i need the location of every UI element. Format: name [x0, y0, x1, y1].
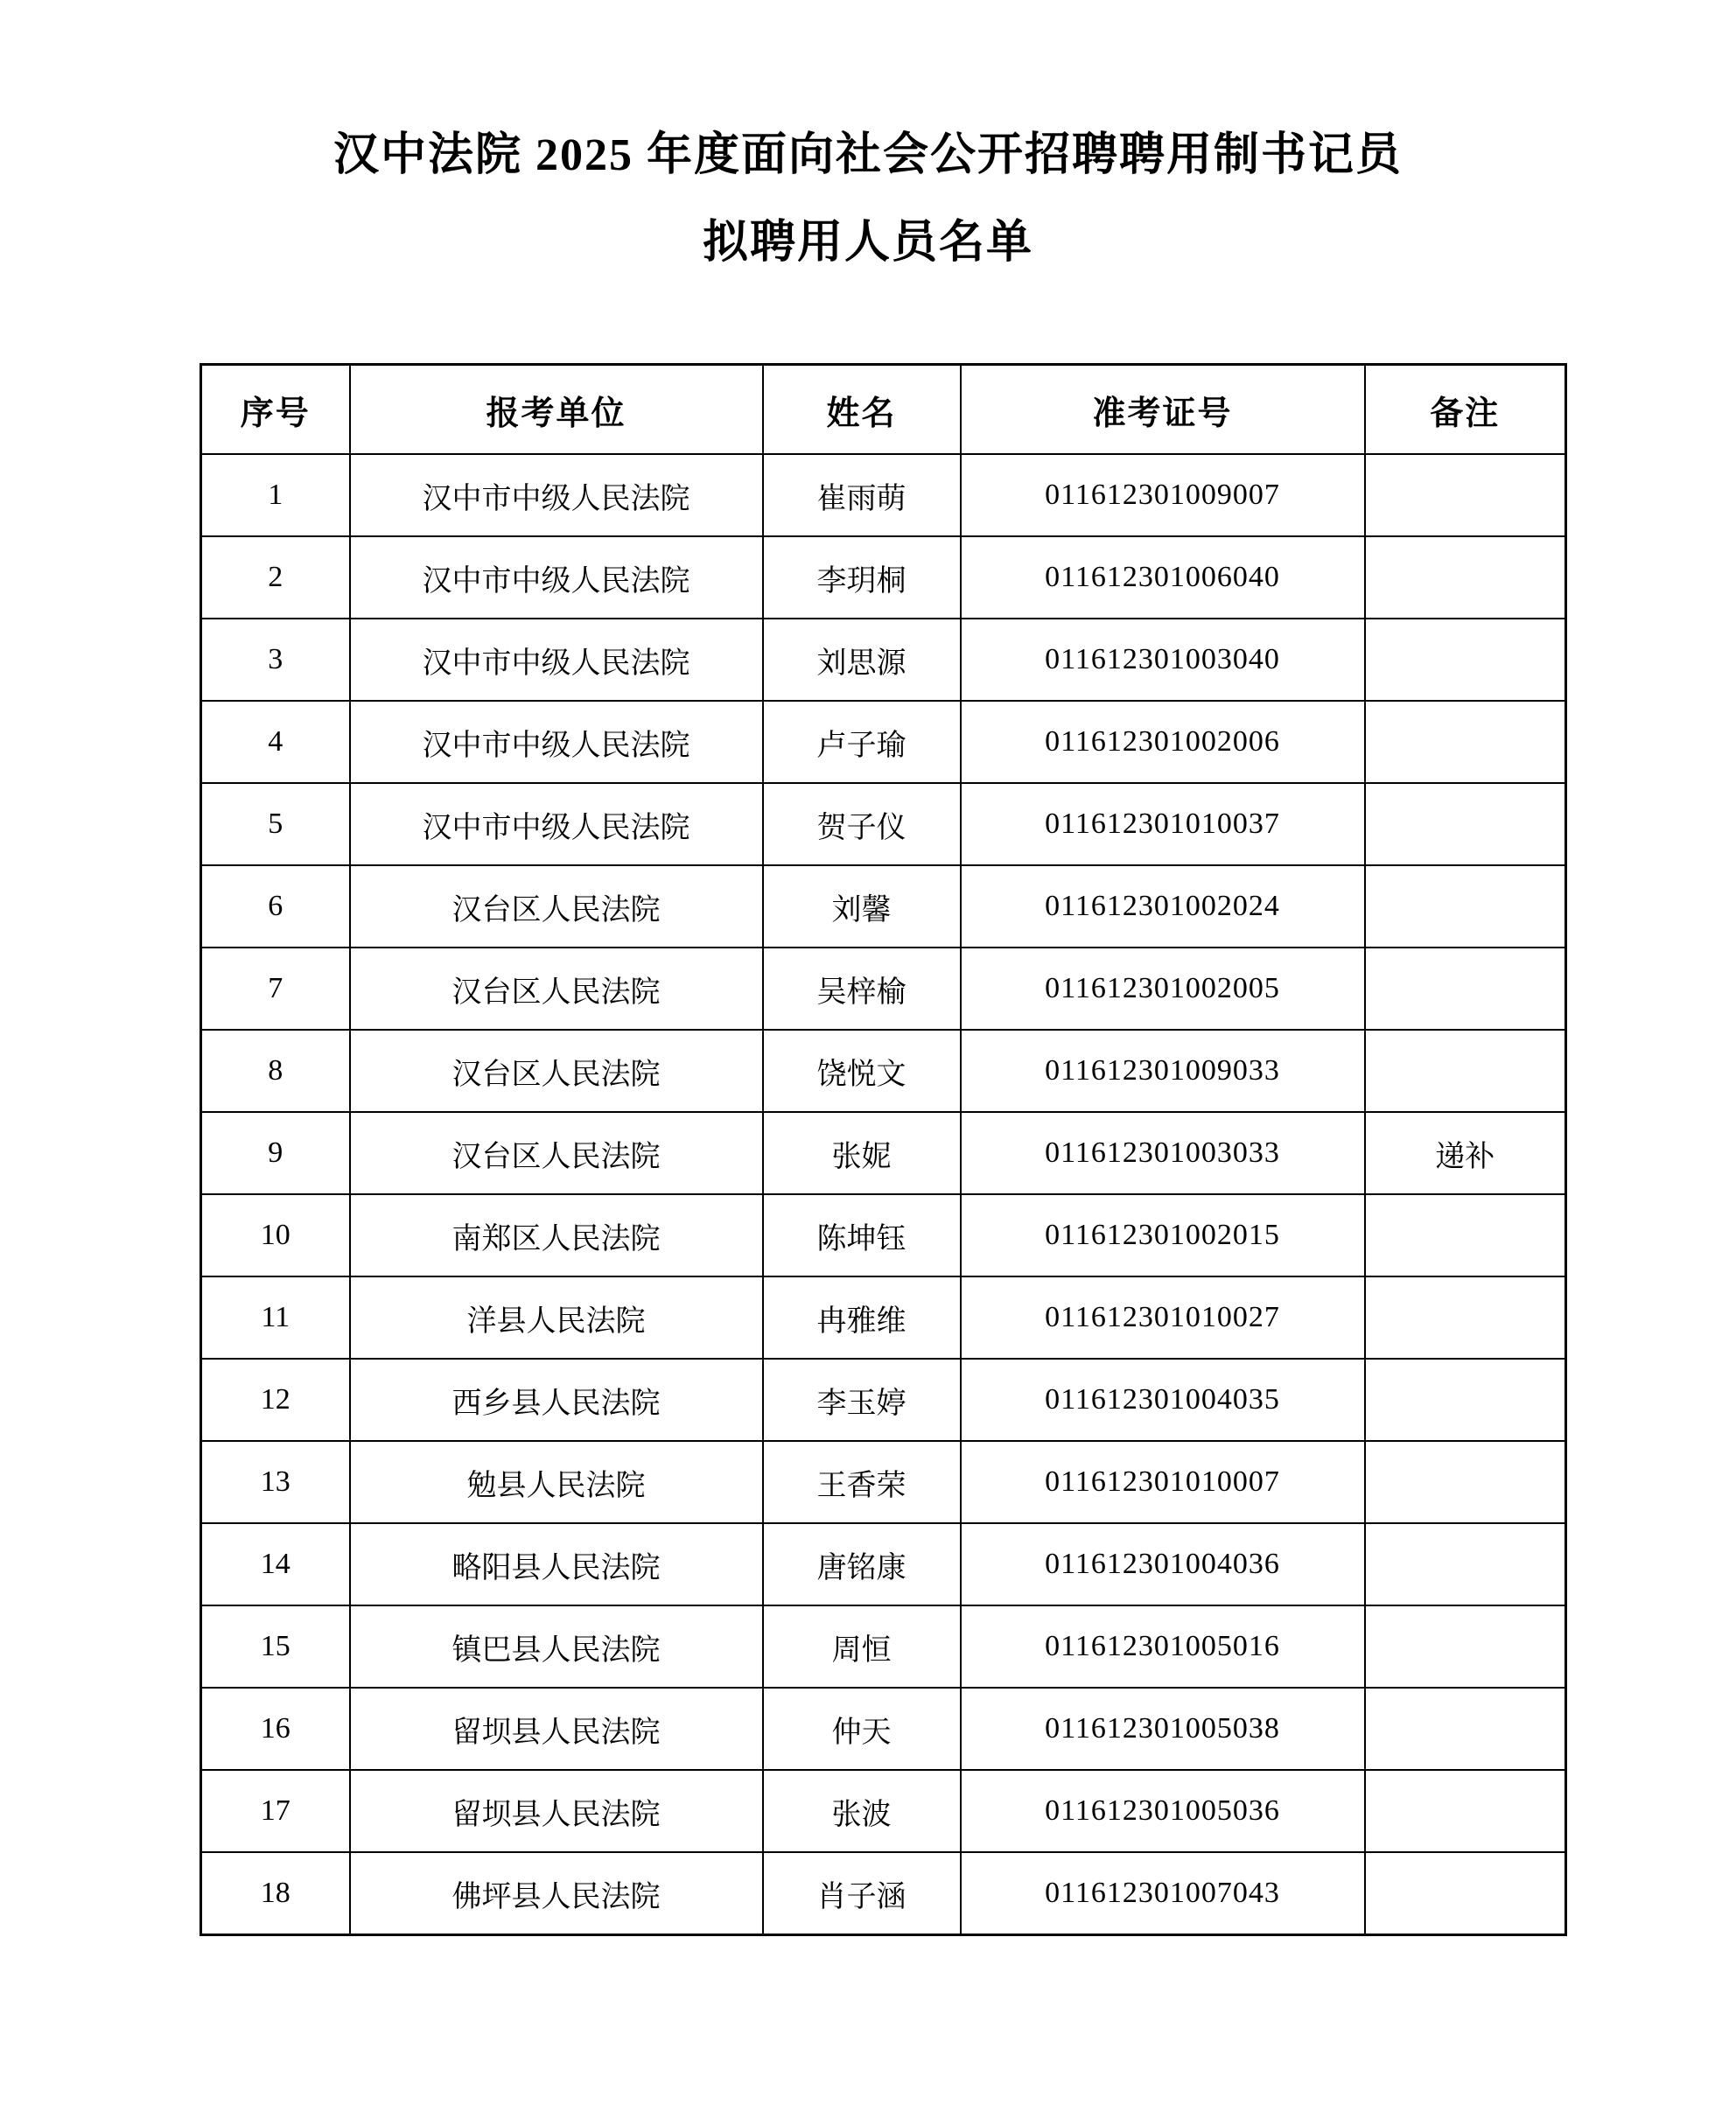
cell-ticket: 011612301007043: [961, 1852, 1365, 1935]
cell-name: 冉雅维: [763, 1276, 961, 1359]
table-body: [201, 454, 1566, 1935]
cell-ticket: 011612301005036: [961, 1770, 1365, 1852]
cell-unit: 西乡县人民法院: [350, 1359, 763, 1441]
cell-remark: [1365, 1276, 1566, 1359]
cell-ticket: 011612301003033: [961, 1112, 1365, 1194]
cell-ticket: 011612301005038: [961, 1688, 1365, 1770]
cell-name: 刘思源: [763, 619, 961, 701]
column-header-remark: 备注: [1365, 365, 1566, 455]
cell-name: 李玥桐: [763, 536, 961, 619]
cell-ticket: 011612301005016: [961, 1605, 1365, 1688]
cell-remark: [1365, 948, 1566, 1030]
cell-no: 12: [201, 1359, 350, 1441]
cell-ticket: 011612301010027: [961, 1276, 1365, 1359]
cell-name: 崔雨萌: [763, 454, 961, 536]
cell-no: 14: [201, 1523, 350, 1605]
cell-unit: 留坝县人民法院: [350, 1688, 763, 1770]
cell-ticket: 011612301004036: [961, 1523, 1365, 1605]
cell-remark: [1365, 1770, 1566, 1852]
cell-ticket: 011612301006040: [961, 536, 1365, 619]
cell-no: 15: [201, 1605, 350, 1688]
cell-name: 仲天: [763, 1688, 961, 1770]
table-row: [201, 1194, 1566, 1276]
cell-name: 李玉婷: [763, 1359, 961, 1441]
cell-remark: [1365, 1605, 1566, 1688]
cell-name: 贺子仪: [763, 783, 961, 865]
cell-unit: 镇巴县人民法院: [350, 1605, 763, 1688]
cell-remark: [1365, 865, 1566, 948]
table-row: [201, 536, 1566, 619]
cell-ticket: 011612301009033: [961, 1030, 1365, 1112]
column-header-name: 姓名: [763, 365, 961, 455]
cell-remark: [1365, 619, 1566, 701]
cell-remark: [1365, 1852, 1566, 1935]
cell-ticket: 011612301002005: [961, 948, 1365, 1030]
cell-unit: 佛坪县人民法院: [350, 1852, 763, 1935]
cell-name: 刘馨: [763, 865, 961, 948]
cell-unit: 汉中市中级人民法院: [350, 454, 763, 536]
cell-unit: 汉中市中级人民法院: [350, 783, 763, 865]
cell-no: 10: [201, 1194, 350, 1276]
cell-remark: [1365, 1441, 1566, 1523]
cell-name: 周恒: [763, 1605, 961, 1688]
cell-no: 4: [201, 701, 350, 783]
cell-unit: 汉中市中级人民法院: [350, 619, 763, 701]
cell-remark: [1365, 454, 1566, 536]
cell-remark: [1365, 1359, 1566, 1441]
cell-unit: 南郑区人民法院: [350, 1194, 763, 1276]
cell-no: 17: [201, 1770, 350, 1852]
cell-remark: [1365, 1194, 1566, 1276]
table-row: [201, 1112, 1566, 1194]
cell-name: 饶悦文: [763, 1030, 961, 1112]
cell-no: 6: [201, 865, 350, 948]
cell-no: 8: [201, 1030, 350, 1112]
cell-name: 唐铭康: [763, 1523, 961, 1605]
document-title-line2: 拟聘用人员名单: [702, 218, 1033, 268]
cell-no: 5: [201, 783, 350, 865]
cell-ticket: 011612301002015: [961, 1194, 1365, 1276]
cell-no: 1: [201, 454, 350, 536]
cell-name: 张波: [763, 1770, 961, 1852]
cell-remark: [1365, 1523, 1566, 1605]
table-row: [201, 1441, 1566, 1523]
cell-remark: [1365, 536, 1566, 619]
table-row: [201, 701, 1566, 783]
cell-ticket: 011612301003040: [961, 619, 1365, 701]
cell-unit: 汉台区人民法院: [350, 1030, 763, 1112]
cell-remark: [1365, 783, 1566, 865]
cell-no: 18: [201, 1852, 350, 1935]
cell-no: 7: [201, 948, 350, 1030]
cell-unit: 留坝县人民法院: [350, 1770, 763, 1852]
table-row: [201, 783, 1566, 865]
cell-ticket: 011612301002006: [961, 701, 1365, 783]
table-header-row: [201, 365, 1566, 455]
cell-ticket: 011612301009007: [961, 454, 1365, 536]
cell-unit: 汉台区人民法院: [350, 1112, 763, 1194]
cell-unit: 汉中市中级人民法院: [350, 701, 763, 783]
table-row: [201, 948, 1566, 1030]
cell-unit: 略阳县人民法院: [350, 1523, 763, 1605]
personnel-table: [200, 363, 1567, 1936]
table-row: [201, 1852, 1566, 1935]
cell-remark: [1365, 1030, 1566, 1112]
table-row: [201, 1276, 1566, 1359]
cell-unit: 汉台区人民法院: [350, 948, 763, 1030]
column-header-no: 序号: [201, 365, 350, 455]
cell-ticket: 011612301010037: [961, 783, 1365, 865]
table-row: [201, 619, 1566, 701]
cell-ticket: 011612301004035: [961, 1359, 1365, 1441]
table-row: [201, 1605, 1566, 1688]
cell-no: 11: [201, 1276, 350, 1359]
cell-name: 肖子涵: [763, 1852, 961, 1935]
table-row: [201, 1688, 1566, 1770]
table-row: [201, 1770, 1566, 1852]
column-header-ticket: 准考证号: [961, 365, 1365, 455]
cell-name: 陈坤钰: [763, 1194, 961, 1276]
cell-name: 王香荣: [763, 1441, 961, 1523]
table-row: [201, 865, 1566, 948]
table-row: [201, 1523, 1566, 1605]
cell-no: 9: [201, 1112, 350, 1194]
cell-unit: 汉台区人民法院: [350, 865, 763, 948]
table-row: [201, 1359, 1566, 1441]
cell-remark: [1365, 701, 1566, 783]
cell-unit: 勉县人民法院: [350, 1441, 763, 1523]
cell-no: 3: [201, 619, 350, 701]
table-header: [201, 365, 1566, 455]
cell-unit: 洋县人民法院: [350, 1276, 763, 1359]
cell-no: 2: [201, 536, 350, 619]
cell-name: 吴梓榆: [763, 948, 961, 1030]
cell-no: 16: [201, 1688, 350, 1770]
column-header-unit: 报考单位: [350, 365, 763, 455]
cell-no: 13: [201, 1441, 350, 1523]
document-title-line1: 汉中法院 2025 年度面向社会公开招聘聘用制书记员: [332, 130, 1403, 180]
cell-name: 卢子瑜: [763, 701, 961, 783]
table-row: [201, 1030, 1566, 1112]
cell-remark: [1365, 1688, 1566, 1770]
table-row: [201, 454, 1566, 536]
cell-ticket: 011612301010007: [961, 1441, 1365, 1523]
cell-ticket: 011612301002024: [961, 865, 1365, 948]
cell-remark: 递补: [1365, 1112, 1566, 1194]
cell-unit: 汉中市中级人民法院: [350, 536, 763, 619]
cell-name: 张妮: [763, 1112, 961, 1194]
